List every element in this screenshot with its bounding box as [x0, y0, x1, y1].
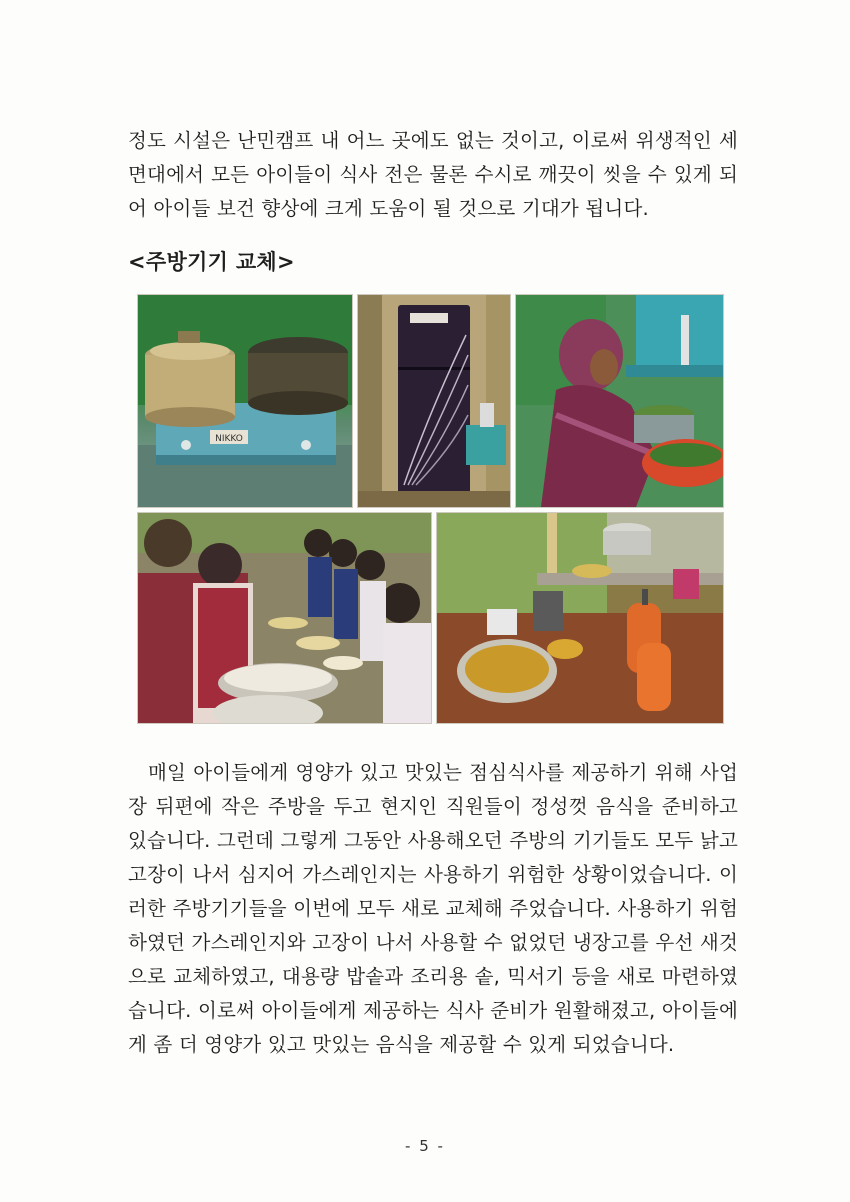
stove-brand-label: NIKKO [215, 434, 243, 444]
kitchen-equipment-illustration [437, 513, 723, 723]
section-heading: <주방기기 교체> [128, 250, 295, 274]
photo-gas-stove [137, 294, 353, 508]
photo-refrigerator [357, 294, 511, 508]
gas-stove-illustration [138, 295, 352, 507]
page-number: - 5 - [405, 1137, 445, 1155]
intro-paragraph: 정도 시설은 난민캠프 내 어느 곳에도 없는 것이고, 이로써 위생적인 세면대에서 모든 아이들이 식사 전은 물론 수시로 깨끗이 씻을 수 있게 되어 아이들 보건 향상에 크게 도움이 될 것으로 기대가 됩니다. [128, 129, 738, 220]
woman-cooking-illustration [516, 295, 723, 507]
photo-woman-cooking [515, 294, 724, 508]
intro-paragraph-block [128, 124, 738, 226]
photo-children-meal-service [137, 512, 432, 724]
meal-service-illustration [138, 513, 431, 723]
body-paragraph-block [128, 756, 738, 1062]
refrigerator-illustration [358, 295, 510, 507]
photo-kitchen-equipment [436, 512, 724, 724]
body-paragraph: 매일 아이들에게 영양가 있고 맛있는 점심식사를 제공하기 위해 사업장 뒤편에 작은 주방을 두고 현지인 직원들이 정성껏 음식을 준비하고 있습니다. 그런데 그렇게 그동안 사용해오던 주방의 기기들도 모두 낡고 고장이 나서 심지어 가스레인지는 사용하기 위험한 상황이었습니다. 이러한 주방기기들을 이번에 모두 새로 교체해 주었습니다. 사용하기 위험하였던 가스레인지와 고장이 나서 사용할 수 없었던 냉장고를 우선 새것으로 교체하였고, 대용량 밥솥과 조리용 솥, 믹서기 등을 새로 마련하였습니다. 이로써 아이들에게 제공하는 식사 준비가 원활해졌고, 아이들에게 좀 더 영양가 있고 맛있는 음식을 제공할 수 있게 되었습니다. [128, 761, 738, 1056]
